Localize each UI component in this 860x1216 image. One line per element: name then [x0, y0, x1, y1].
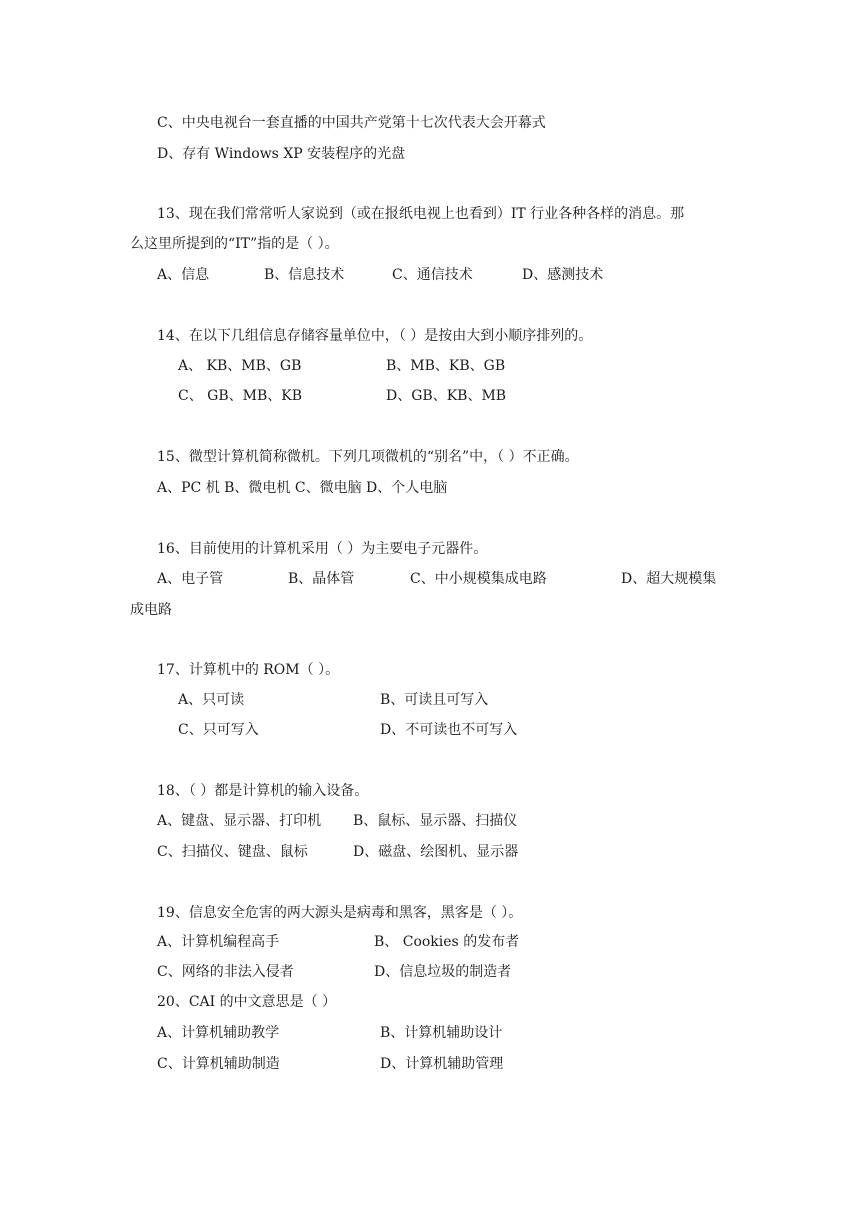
q17-option-b: B、可读且可写入 — [380, 692, 489, 708]
q20-stem: 20、CAI 的中文意思是（ ） — [157, 994, 337, 1010]
q13-option-c: C、通信技术 — [392, 267, 473, 283]
q14-option-d: D、GB、KB、MB — [386, 388, 507, 404]
q13-option-d: D、感测技术 — [522, 267, 604, 283]
q17-option-d: D、不可读也不可写入 — [380, 722, 518, 738]
q20-option-a: A、计算机辅助教学 — [157, 1025, 280, 1041]
q12-option-d: D、存有 Windows XP 安装程序的光盘 — [157, 146, 406, 162]
q20-option-d: D、计算机辅助管理 — [380, 1056, 504, 1072]
q18-option-c: C、扫描仪、键盘、鼠标 — [157, 844, 308, 860]
q12-option-c: C、中央电视台一套直播的中国共产党第十七次代表大会开幕式 — [157, 115, 546, 131]
q20-option-c: C、计算机辅助制造 — [157, 1056, 280, 1072]
q16-stem: 16、目前使用的计算机采用（ ）为主要电子元器件。 — [157, 541, 488, 557]
q13-stem-line2: 么这里所提到的“IT”指的是（ ）。 — [130, 236, 339, 252]
q17-stem: 17、计算机中的 ROM（ ）。 — [157, 662, 340, 678]
q16-option-b: B、晶体管 — [288, 571, 355, 587]
q16-option-d: D、超大规模集 — [621, 571, 717, 587]
q13-stem-line1: 13、现在我们常常听人家说到（或在报纸电视上也看到）IT 行业各种各样的消息。那 — [157, 206, 685, 222]
q13-option-a: A、信息 — [157, 267, 210, 283]
q18-option-b: B、鼠标、显示器、扫描仪 — [353, 813, 518, 829]
q19-stem: 19、信息安全危害的两大源头是病毒和黑客，黑客是（ ）。 — [157, 905, 523, 921]
q16-option-c: C、中小规模集成电路 — [410, 571, 547, 587]
q14-option-c: C、 GB、MB、KB — [178, 388, 303, 404]
q16-option-a: A、电子管 — [157, 571, 224, 587]
q16-option-d-wrap: 成电路 — [130, 602, 172, 618]
q20-option-b: B、计算机辅助设计 — [380, 1025, 503, 1041]
q14-option-b: B、MB、KB、GB — [386, 358, 506, 374]
q18-option-a: A、键盘、显示器、打印机 — [157, 813, 322, 829]
q14-stem: 14、在以下几组信息存储容量单位中，（ ）是按由大到小顺序排列的。 — [157, 328, 593, 344]
q15-options: A、PC 机 B、微电机 C、微电脑 D、个人电脑 — [157, 480, 448, 496]
q19-option-c: C、网络的非法入侵者 — [157, 964, 294, 980]
q18-option-d: D、磁盘、绘图机、显示器 — [353, 844, 519, 860]
q17-option-c: C、只可写入 — [178, 722, 259, 738]
q18-stem: 18、（ ）都是计算机的输入设备。 — [157, 783, 369, 799]
q15-stem: 15、微型计算机简称微机。下列几项微机的“别名”中，（ ）不正确。 — [157, 449, 579, 465]
q17-option-a: A、只可读 — [178, 692, 245, 708]
q19-option-a: A、计算机编程高手 — [157, 934, 280, 950]
q13-option-b: B、信息技术 — [264, 267, 345, 283]
q19-option-d: D、信息垃圾的制造者 — [374, 964, 512, 980]
q19-option-b: B、 Cookies 的发布者 — [374, 934, 520, 950]
q14-option-a: A、 KB、MB、GB — [178, 358, 302, 374]
